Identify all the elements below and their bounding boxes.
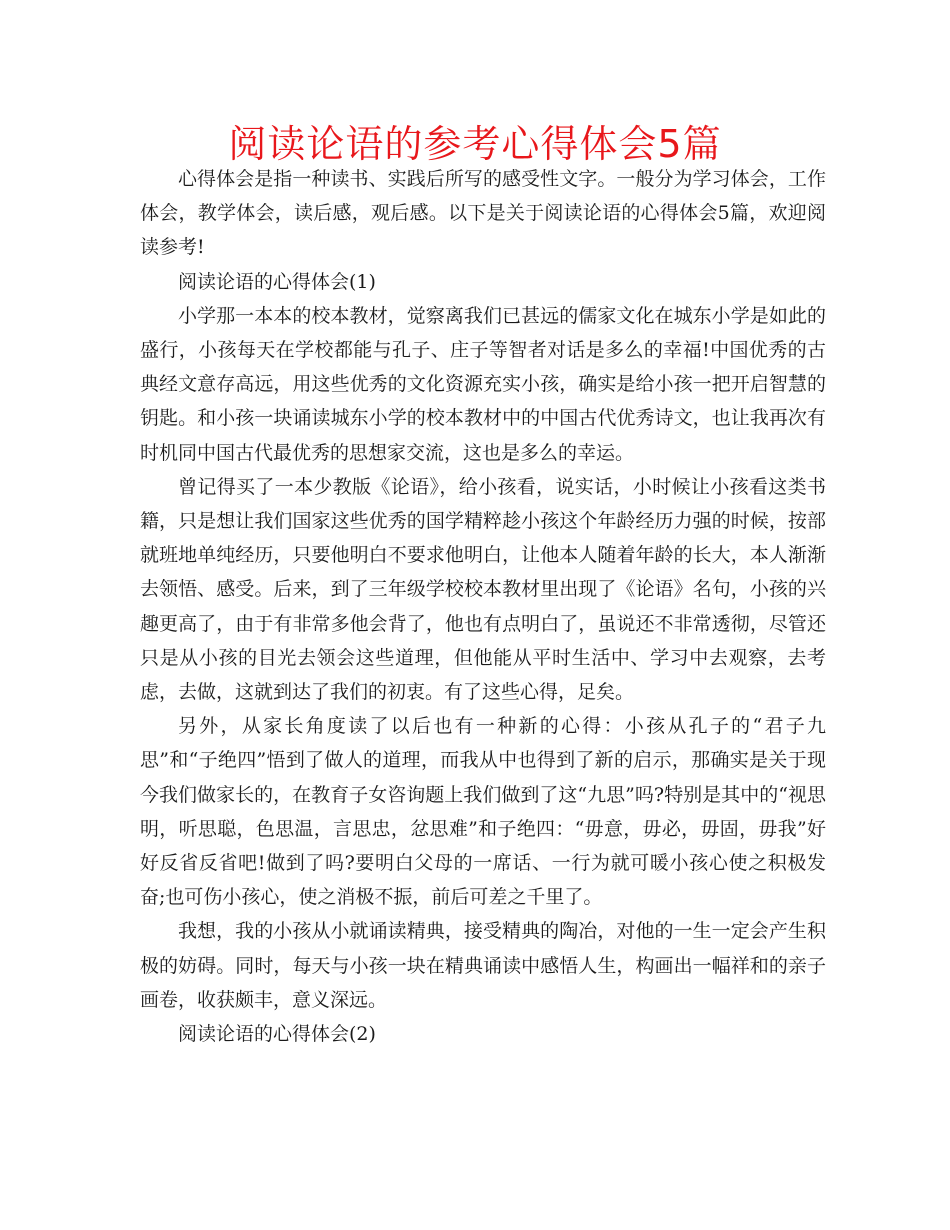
body-paragraph: 我想，我的小孩从小就诵读精典，接受精典的陶冶，对他的一生一定会产生积极的妨碍。同时，每天与小孩一块在精典诵读中感悟人生，构画出一幅祥和的亲子画卷，收获颇丰，意义深远。 — [140, 920, 826, 1011]
body-paragraph: 曾记得买了一本少教版《论语》，给小孩看，说实话，小时候让小孩看这类书籍，只是想让我们国家这些优秀的国学精粹趁小孩这个年龄经历力强的时候，按部就班地单纯经历，只要他明白不要求他明白，让他本人随着年龄的长大，本人渐渐去领悟、感受。后来，到了三年级学校校本教材里出现了《论语》名句，小孩的兴趣更高了，由于有非常多他会背了，他也有点明白了，虽说还不非常透彻，尽管还只是从小孩的目光去领会这些道理，但他能从平时生活中、学习中去观察，去考虑，去做，这就到达了我们的初衷。有了这些心得，足矣。 — [140, 475, 826, 704]
document-body — [140, 162, 826, 1051]
intro-paragraph: 心得体会是指一种读书、实践后所写的感受性文字。一般分为学习体会，工作体会，教学体会，读后感，观后感。以下是关于阅读论语的心得体会5篇，欢迎阅读参考! — [140, 168, 826, 259]
section-heading-1: 阅读论语的心得体会(1) — [178, 270, 376, 293]
body-paragraph: 小学那一本本的校本教材，觉察离我们已甚远的儒家文化在城东小学是如此的盛行，小孩每天在学校都能与孔子、庄子等智者对话是多么的幸福!中国优秀的古典经文意存高远，用这些优秀的文化资源充实小孩，确实是给小孩一把开启智慧的钥匙。和小孩一块诵读城东小学的校本教材中的中国古代优秀诗文，也让我再次有时机同中国古代最优秀的思想家交流，这也是多么的幸运。 — [140, 304, 826, 464]
section-heading-2: 阅读论语的心得体会(2) — [178, 1023, 376, 1046]
document-title: 阅读论语的参考心得体会5篇 — [228, 122, 722, 166]
body-paragraph: 另外，从家长角度读了以后也有一种新的心得：小孩从孔子的“君子九思”和“子绝四”悟到了做人的道理，而我从中也得到了新的启示，那确实是关于现今我们做家长的，在教育子女咨询题上我们做到了这“九思”吗?特别是其中的“视思明，听思聪，色思温，言思忠，忿思难”和子绝四：“毋意，毋必，毋固，毋我”好好反省反省吧!做到了吗?要明白父母的一席话、一行为就可暖小孩心使之积极发奋;也可伤小孩心，使之消极不振，前后可差之千里了。 — [140, 715, 826, 909]
